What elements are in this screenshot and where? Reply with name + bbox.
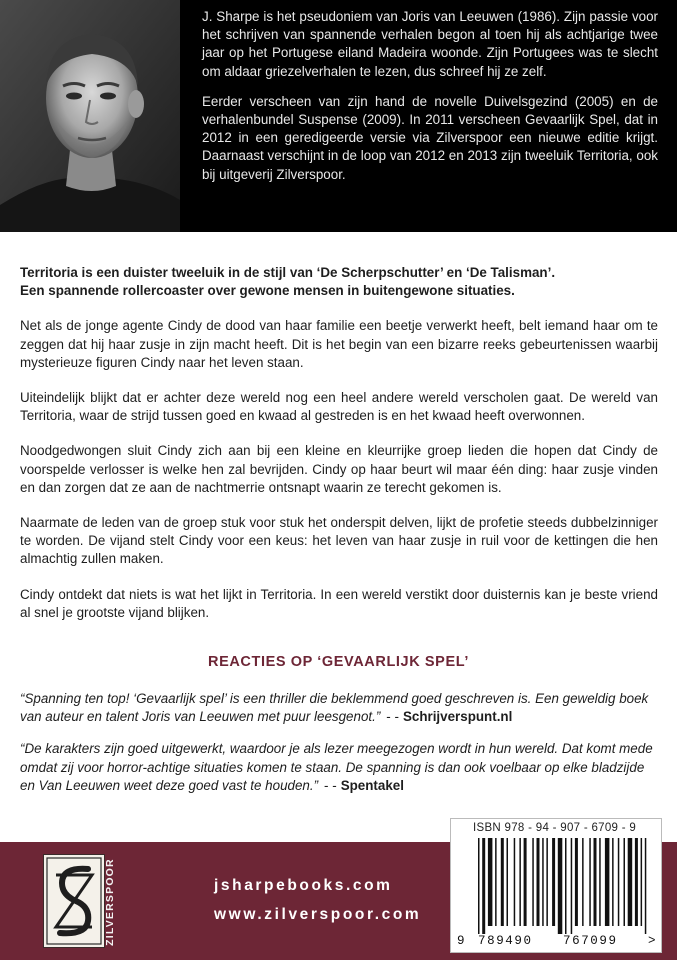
barcode-bar <box>565 838 567 934</box>
barcode-bar <box>571 838 573 934</box>
blurb-lead-line: Territoria is een duister tweeluik in de stijl van ‘De Scherpschutter’ en ‘De Talisman’. <box>20 265 556 280</box>
barcode-digits-right: 767099 <box>563 934 618 948</box>
blurb-paragraph: Uiteindelijk blijkt dat er achter deze wereld nog een heel andere wereld verscholen gaat. De wereld van Territoria, waar de strijd tussen goed en kwaad al gestreden is en het kwaad heeft overwonnen. <box>20 390 658 424</box>
blurb-paragraph: Naarmate de leden van de groep stuk voor stuk het onderspit delven, lijkt de profetie steeds dubbelzinniger te worden. De vijand stelt Cindy voor een keus: het leven van haar zusje in ruil voor de kettingen die hen almachtig zullen maken. <box>20 515 658 567</box>
review-quote: “Spanning ten top! ‘Gevaarlijk spel’ is een thriller die beklemmend goed geschreven is. Een geweldig boek van auteur en talent Joris van Leeuwen met puur leesgenot.” <box>20 691 649 725</box>
review-quote: “De karakters zijn goed uitgewerkt, waardoor je als lezer meegezogen wordt in hun wereld. Dat komt mede omdat zij voor horror-achtige situaties komen te staan. De spanning is dan ook voelbaar op elke bladzijde en Van Leeuwen weet deze goed vast te houden.” <box>20 741 653 793</box>
barcode-bar <box>635 838 638 926</box>
barcode-bar <box>618 838 620 926</box>
zilverspoor-logo-icon <box>44 855 104 947</box>
barcode-bar <box>594 838 597 926</box>
reviews-list <box>20 690 660 809</box>
barcode-bar <box>624 838 626 926</box>
barcode-bar <box>495 838 497 926</box>
barcode-bar <box>645 838 647 934</box>
barcode-icon <box>458 838 654 934</box>
publisher-name-vertical <box>100 856 120 948</box>
barcode-bar <box>558 838 563 934</box>
blurb-paragraph: Noodgedwongen sluit Cindy zich aan bij een kleine en kleurrijke groep lieden die hopen dat Cindy de voorspelde verlosser is welke hen zal bevrijden. Cindy op haar beurt wil maar één ding: haar zusje vinden en dan zorgen dat ze aan de nachtmerrie ontsnapt waarin ze terecht gekomen is. <box>20 443 658 495</box>
author-website-link[interactable]: jsharpebooks.com <box>214 877 393 894</box>
isbn-label: ISBN 978 - 94 - 907 - 6709 - 9 <box>473 822 637 834</box>
barcode-bar <box>501 838 504 926</box>
author-photo <box>0 0 180 232</box>
publisher-website-link[interactable]: www.zilverspoor.com <box>214 906 422 923</box>
publisher-logo <box>43 854 105 948</box>
barcode-bar <box>641 838 643 926</box>
barcode-bar <box>546 838 548 926</box>
author-bio-paragraph: J. Sharpe is het pseudoniem van Joris van Leeuwen (1986). Zijn passie voor het schrijven van spannende verhalen begon al toen hij als achtjarige twee jaar op het Portugese eiland Madeira woonde. Zijn Portugees was te slecht om aldaar griezelverhalen te lezen, dus schreef hij ze zelf. <box>202 9 658 79</box>
barcode-quiet-zone-mark: > <box>648 934 658 948</box>
barcode-bar <box>582 838 584 926</box>
review-source: Spentakel <box>340 777 404 793</box>
barcode-bar <box>524 838 527 926</box>
barcode-digits-left: 789490 <box>478 934 533 948</box>
blurb-lead-line: Een spannende rollercoaster over gewone mensen in buitengewone situaties. <box>20 283 515 299</box>
barcode-bar <box>478 838 480 934</box>
barcode-bar <box>599 838 601 926</box>
barcode-bar <box>507 838 509 926</box>
barcode-bar <box>589 838 591 926</box>
author-band <box>0 0 677 232</box>
barcode-digit-first: 9 <box>457 934 467 948</box>
barcode-bar <box>542 838 544 926</box>
barcode-bar <box>519 838 521 926</box>
blurb-paragraph: Net als de jonge agente Cindy de dood van haar familie een beetje verwerkt heeft, belt iemand haar om te zeggen dat hij haar zusje in zijn macht heeft. Dit is het begin van een bizarre reeks gebeurtenissen waarbij mysterieuze figuren Cindy naar het leven staan. <box>20 318 658 370</box>
author-portrait-icon <box>0 0 180 232</box>
barcode-bar <box>552 838 555 926</box>
author-bio <box>202 8 658 196</box>
barcode-bar <box>575 838 578 926</box>
barcode-bar <box>628 838 633 926</box>
barcode-bar <box>532 838 534 926</box>
author-bio-paragraph: Eerder verscheen van zijn hand de novelle Duivelsgezind (2005) en de verhalenbundel Suspense (2009). In 2011 verscheen Gevaarlijk Spel, dat in 2012 in een geredigeerde versie via Zilverspoor een nieuwe editie krijgt. Daarnaast verschijnt in de loop van 2012 en 2013 zijn tweeluik Territoria, ook bij uitgeverij Zilverspoor. <box>202 93 658 182</box>
review-item <box>20 740 660 795</box>
review-separator: - - <box>386 709 399 725</box>
barcode-bar <box>514 838 516 926</box>
barcode-bar <box>488 838 493 926</box>
reviews-heading: REACTIES OP ‘GEVAARLIJK SPEL’ <box>208 654 469 670</box>
barcode-bar <box>612 838 614 926</box>
barcode-bar <box>605 838 610 926</box>
review-source: Schrijverspunt.nl <box>402 709 513 725</box>
barcode-bar <box>537 838 540 926</box>
book-blurb <box>20 264 658 639</box>
publisher-name: ZILVERSPOOR <box>104 858 116 946</box>
barcode-bar <box>482 838 485 934</box>
blurb-lead <box>20 264 658 300</box>
review-item <box>20 690 660 726</box>
review-separator: - - <box>324 777 337 793</box>
blurb-paragraph: Cindy ontdekt dat niets is wat het lijkt in Territoria. In een wereld verstikt door duisternis kan je beste vriend al snel je grootste vijand blijken. <box>20 586 658 620</box>
